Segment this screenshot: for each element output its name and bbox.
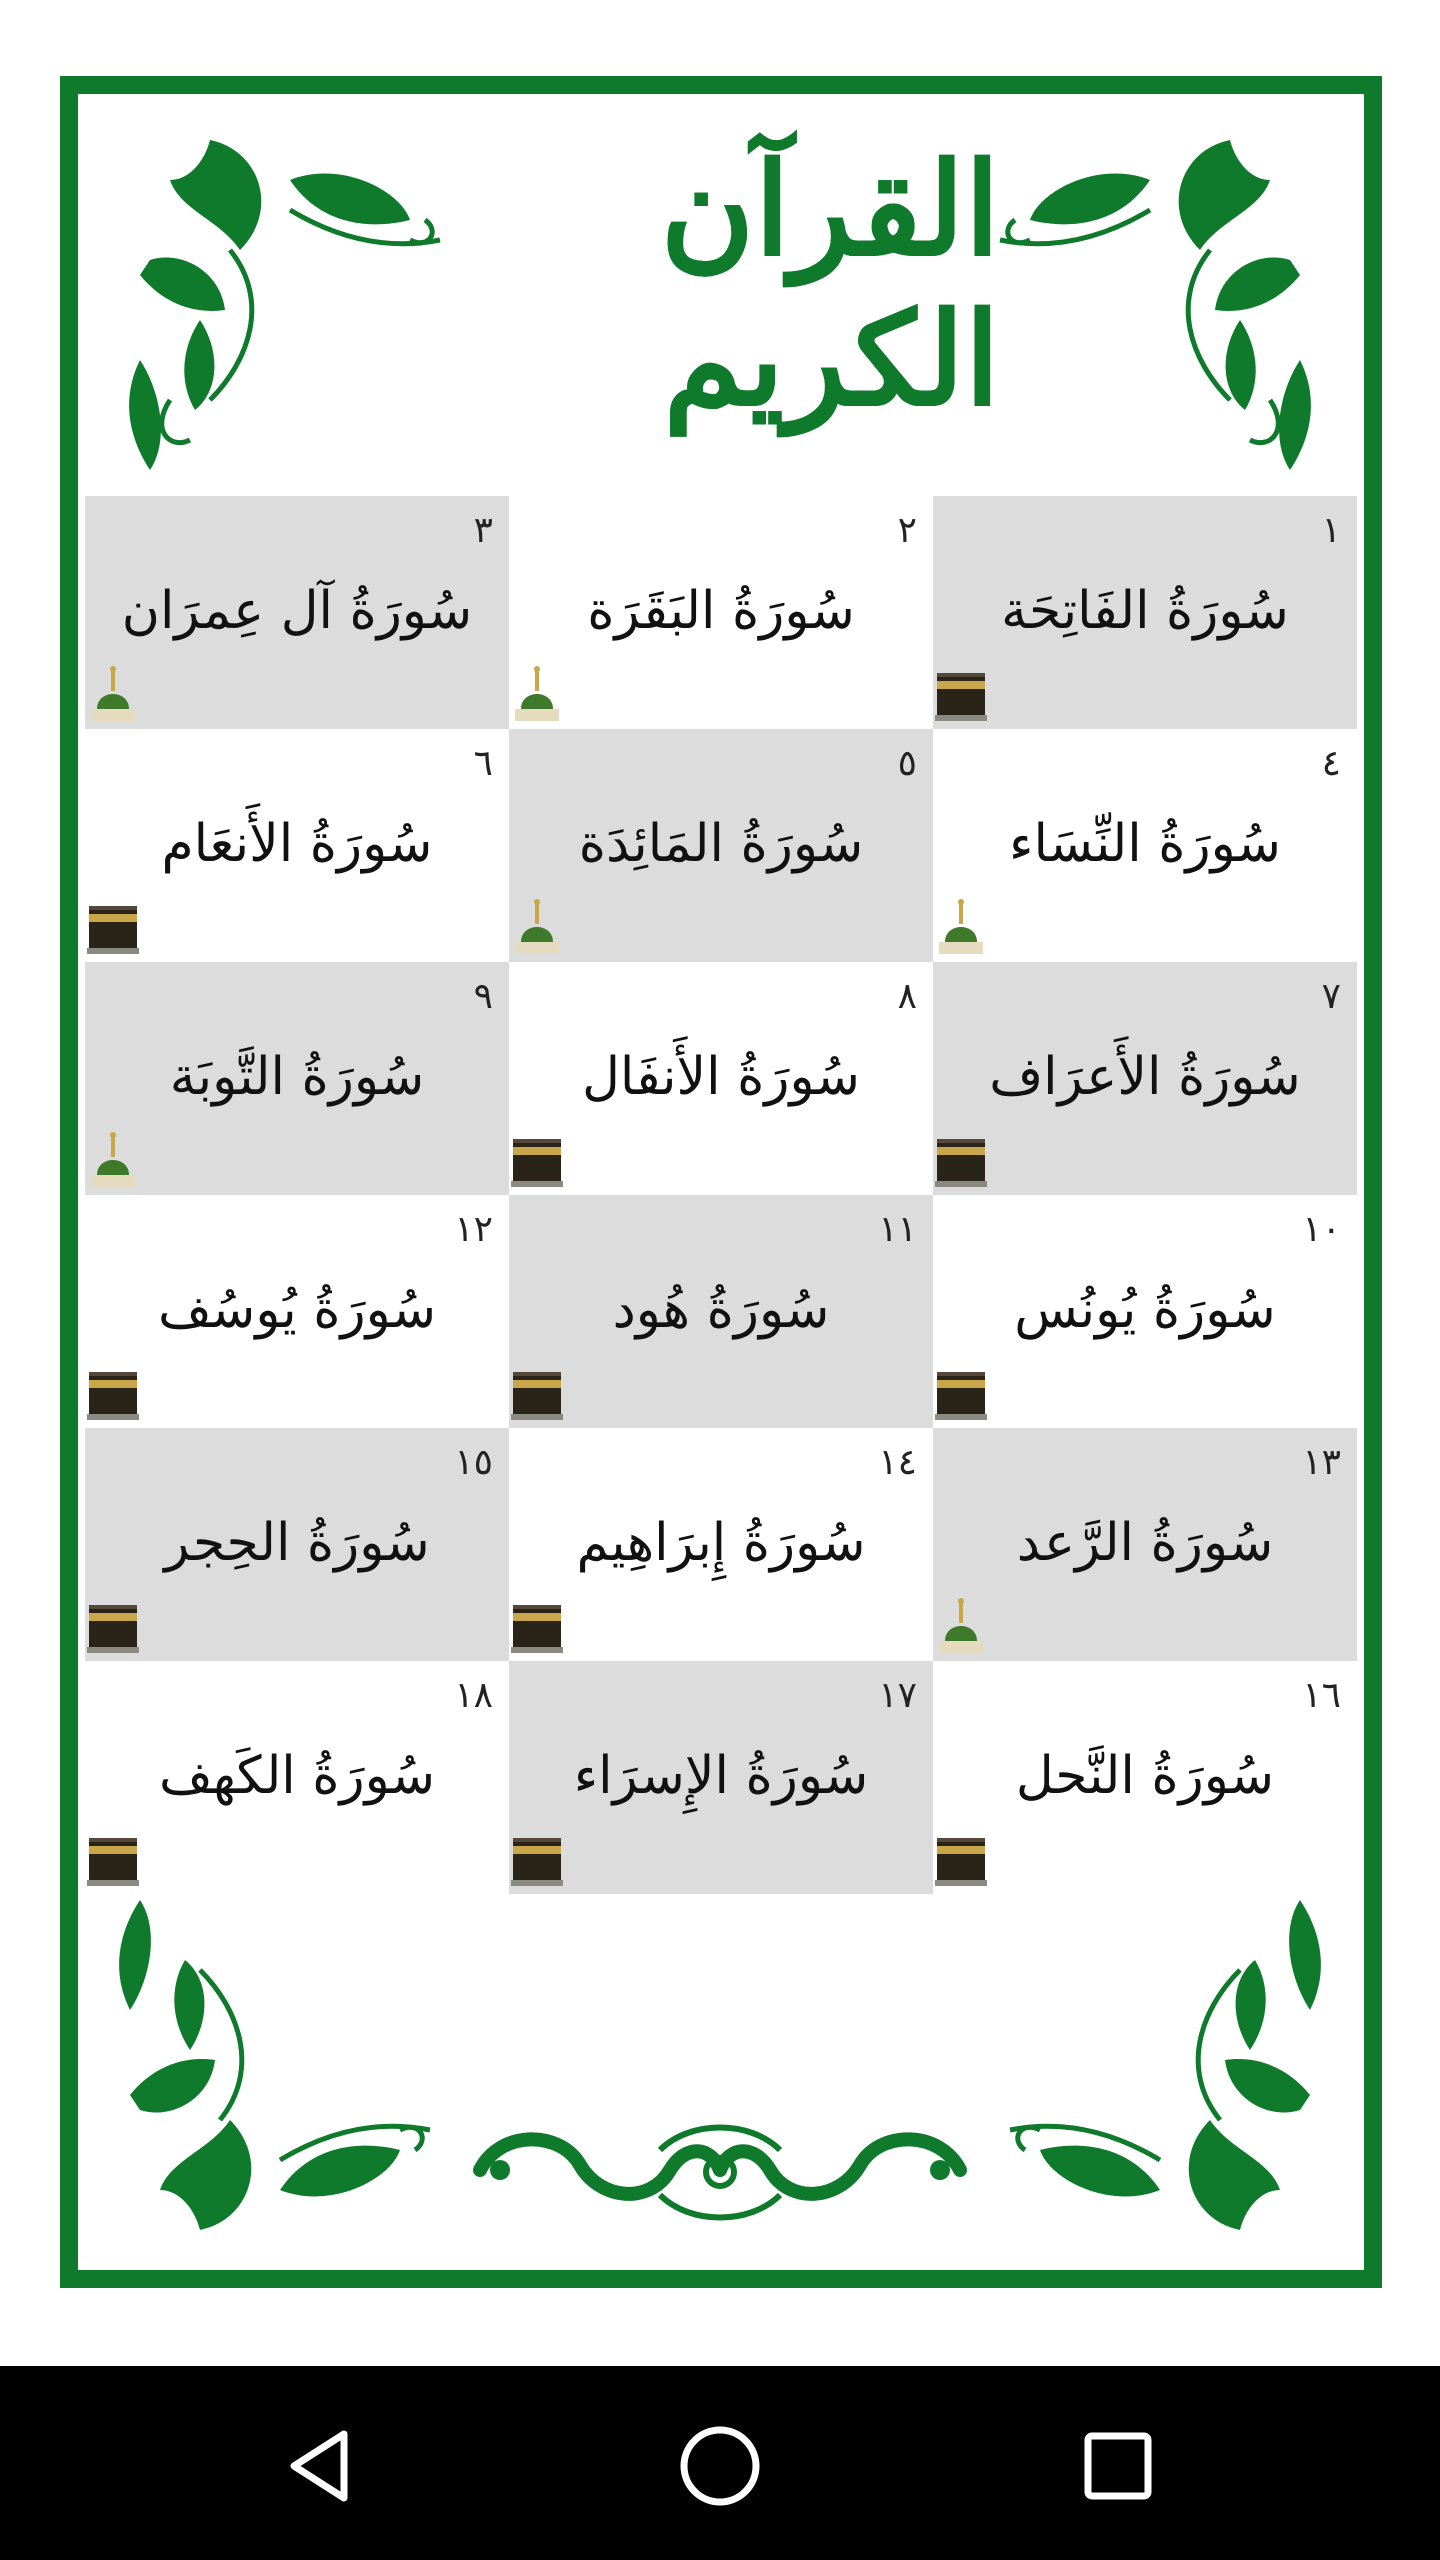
surah-number: ١٨: [454, 1675, 493, 1716]
surah-cell[interactable]: [933, 962, 1357, 1195]
bottom-left-leaf-ornament: [100, 1890, 460, 2270]
kaaba-icon: [933, 659, 989, 723]
nav-back-button[interactable]: [262, 2406, 382, 2526]
surah-number: ١٤: [878, 1442, 917, 1483]
surah-name: سُورَةُ الإِسرَاء: [573, 1746, 869, 1806]
kaaba-icon: [509, 1591, 565, 1655]
surah-number: ٧: [1321, 976, 1341, 1017]
surah-number: ١٣: [1302, 1442, 1341, 1483]
kaaba-icon: [85, 892, 141, 956]
surah-cell[interactable]: [85, 1195, 509, 1428]
surah-cell[interactable]: [933, 496, 1357, 729]
surah-name: سُورَةُ البَقَرَة: [587, 581, 855, 641]
surah-cell[interactable]: [509, 962, 933, 1195]
kaaba-icon: [933, 1824, 989, 1888]
green-dome-icon: [85, 1125, 141, 1189]
kaaba-icon: [85, 1591, 141, 1655]
green-dome-icon: [933, 1591, 989, 1655]
home-circle-icon: [675, 2421, 765, 2511]
surah-cell[interactable]: [85, 962, 509, 1195]
surah-number: ١: [1321, 510, 1341, 551]
bottom-right-leaf-ornament: [980, 1890, 1340, 2270]
surah-number: ٨: [897, 976, 917, 1017]
surah-name: سُورَةُ الأَنفَال: [582, 1047, 860, 1107]
kaaba-icon: [85, 1824, 141, 1888]
green-dome-icon: [933, 892, 989, 956]
surah-name: سُورَةُ يُونُس: [1014, 1280, 1276, 1340]
page-title: القرآن الكريم: [660, 135, 1000, 435]
surah-cell[interactable]: [509, 1661, 933, 1894]
surah-cell[interactable]: [933, 1428, 1357, 1661]
surah-name: سُورَةُ الأَنعَام: [161, 814, 433, 874]
surah-cell[interactable]: [85, 1428, 509, 1661]
surah-number: ١٦: [1302, 1675, 1341, 1716]
surah-cell[interactable]: [509, 729, 933, 962]
surah-number: ٤: [1321, 743, 1341, 784]
surah-name: سُورَةُ الكَهف: [158, 1746, 436, 1806]
surah-cell[interactable]: [509, 1195, 933, 1428]
surah-name: سُورَةُ الفَاتِحَة: [1001, 581, 1289, 641]
surah-number: ٥: [897, 743, 917, 784]
surah-number: ٣: [473, 510, 493, 551]
kaaba-icon: [85, 1358, 141, 1422]
surah-number: ٦: [473, 743, 493, 784]
surah-name: سُورَةُ الحِجر: [164, 1513, 430, 1573]
surah-cell[interactable]: [933, 729, 1357, 962]
kaaba-icon: [509, 1358, 565, 1422]
nav-recents-button[interactable]: [1058, 2406, 1178, 2526]
bottom-scroll-ornament: [460, 2110, 980, 2240]
surah-name: سُورَةُ الأَعرَاف: [989, 1047, 1301, 1107]
recents-square-icon: [1078, 2426, 1158, 2506]
surah-name: سُورَةُ هُود: [612, 1280, 830, 1340]
top-right-leaf-ornament: [970, 100, 1330, 480]
kaaba-icon: [509, 1125, 565, 1189]
green-dome-icon: [509, 892, 565, 956]
top-left-leaf-ornament: [110, 100, 470, 480]
surah-grid: [85, 496, 1357, 1894]
surah-name: سُورَةُ النَّحل: [1015, 1746, 1275, 1806]
surah-name: سُورَةُ يُوسُف: [157, 1280, 437, 1340]
surah-name: سُورَةُ آل عِمرَان: [121, 581, 473, 641]
kaaba-icon: [509, 1824, 565, 1888]
back-triangle-icon: [282, 2426, 362, 2506]
surah-name: سُورَةُ النِّسَاء: [1009, 814, 1281, 874]
surah-number: ١٢: [454, 1209, 493, 1250]
surah-number: ١٥: [454, 1442, 493, 1483]
surah-cell[interactable]: [933, 1195, 1357, 1428]
surah-name: سُورَةُ الرَّعد: [1016, 1513, 1274, 1573]
system-navigation-bar: [0, 2366, 1440, 2560]
surah-number: ١٠: [1302, 1209, 1341, 1250]
surah-cell[interactable]: [933, 1661, 1357, 1894]
surah-name: سُورَةُ المَائِدَة: [578, 814, 864, 874]
surah-cell[interactable]: [509, 496, 933, 729]
surah-cell[interactable]: [85, 496, 509, 729]
surah-cell[interactable]: [85, 729, 509, 962]
surah-name: سُورَةُ التَّوبَة: [169, 1047, 425, 1107]
surah-cell[interactable]: [85, 1661, 509, 1894]
surah-name: سُورَةُ إِبرَاهِيم: [576, 1513, 866, 1573]
surah-number: ١١: [878, 1209, 917, 1250]
surah-number: ٩: [473, 976, 493, 1017]
nav-home-button[interactable]: [660, 2406, 780, 2526]
kaaba-icon: [933, 1125, 989, 1189]
green-dome-icon: [509, 659, 565, 723]
surah-number: ٢: [897, 510, 917, 551]
surah-cell[interactable]: [509, 1428, 933, 1661]
kaaba-icon: [933, 1358, 989, 1422]
surah-number: ١٧: [878, 1675, 917, 1716]
quran-title-calligraphy: [440, 130, 1000, 440]
green-dome-icon: [85, 659, 141, 723]
